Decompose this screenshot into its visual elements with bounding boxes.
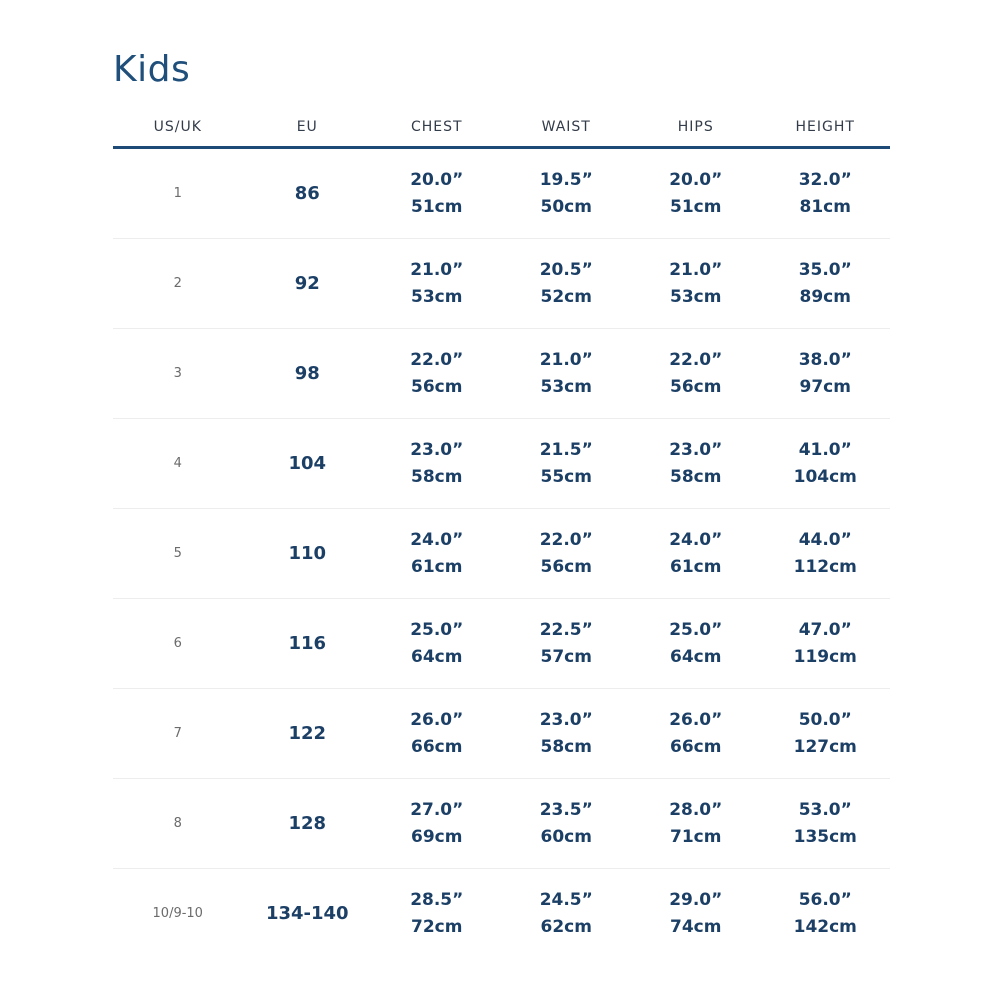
hips-inches: 20.0” [669, 169, 723, 190]
height-centimeters: 97cm [799, 376, 851, 397]
height-centimeters: 89cm [799, 286, 851, 307]
chest-inches: 21.0” [410, 259, 464, 280]
chest-inches: 27.0” [410, 799, 464, 820]
table-row [113, 779, 890, 869]
chest-centimeters: 58cm [411, 466, 463, 487]
hips-inches: 25.0” [669, 619, 723, 640]
table-row [113, 689, 890, 779]
chest-measurement [372, 707, 502, 761]
chest-centimeters: 64cm [411, 646, 463, 667]
waist-measurement [502, 167, 632, 221]
height-centimeters: 119cm [793, 646, 857, 667]
chest-inches: 24.0” [410, 529, 464, 550]
chest-inches: 25.0” [410, 619, 464, 640]
chest-measurement [372, 437, 502, 491]
chest-centimeters: 72cm [411, 916, 463, 937]
waist-inches: 24.5” [539, 889, 593, 910]
waist-measurement [502, 347, 632, 401]
chest-inches: 20.0” [410, 169, 464, 190]
waist-measurement [502, 527, 632, 581]
us-uk-size: 6 [173, 636, 182, 651]
hips-inches: 24.0” [669, 529, 723, 550]
height-measurement [761, 887, 891, 941]
hips-centimeters: 53cm [670, 286, 722, 307]
table-body [113, 149, 890, 958]
hips-measurement [631, 527, 761, 581]
chest-centimeters: 61cm [411, 556, 463, 577]
waist-centimeters: 53cm [540, 376, 592, 397]
waist-inches: 20.5” [539, 259, 593, 280]
page-title: Kids [113, 49, 191, 90]
waist-centimeters: 60cm [540, 826, 592, 847]
height-inches: 32.0” [798, 169, 852, 190]
table-row [113, 239, 890, 329]
table-header-row [113, 108, 890, 149]
hips-inches: 23.0” [669, 439, 723, 460]
table-row [113, 149, 890, 239]
us-uk-size: 1 [173, 186, 182, 201]
header-us-uk: US/UK [153, 119, 202, 135]
header-hips: HIPS [677, 119, 714, 135]
table-row [113, 419, 890, 509]
height-inches: 50.0” [798, 709, 852, 730]
eu-size: 86 [294, 183, 320, 204]
waist-measurement [502, 797, 632, 851]
height-inches: 41.0” [798, 439, 852, 460]
hips-measurement [631, 707, 761, 761]
hips-centimeters: 56cm [670, 376, 722, 397]
height-measurement [761, 257, 891, 311]
hips-inches: 22.0” [669, 349, 723, 370]
table-row [113, 509, 890, 599]
waist-centimeters: 62cm [540, 916, 592, 937]
height-centimeters: 127cm [793, 736, 857, 757]
waist-inches: 21.5” [539, 439, 593, 460]
waist-inches: 23.5” [539, 799, 593, 820]
hips-centimeters: 71cm [670, 826, 722, 847]
waist-centimeters: 58cm [540, 736, 592, 757]
chest-inches: 28.5” [410, 889, 464, 910]
hips-centimeters: 66cm [670, 736, 722, 757]
waist-measurement [502, 887, 632, 941]
height-inches: 47.0” [798, 619, 852, 640]
waist-centimeters: 56cm [540, 556, 592, 577]
height-centimeters: 112cm [793, 556, 857, 577]
chest-inches: 22.0” [410, 349, 464, 370]
us-uk-size: 3 [173, 366, 182, 381]
height-measurement [761, 707, 891, 761]
waist-inches: 21.0” [539, 349, 593, 370]
hips-centimeters: 61cm [670, 556, 722, 577]
chest-measurement [372, 887, 502, 941]
waist-measurement [502, 707, 632, 761]
chest-centimeters: 69cm [411, 826, 463, 847]
waist-measurement [502, 437, 632, 491]
height-inches: 38.0” [798, 349, 852, 370]
chest-centimeters: 66cm [411, 736, 463, 757]
hips-measurement [631, 167, 761, 221]
hips-centimeters: 64cm [670, 646, 722, 667]
height-inches: 56.0” [798, 889, 852, 910]
eu-size: 92 [294, 273, 320, 294]
height-measurement [761, 527, 891, 581]
hips-centimeters: 58cm [670, 466, 722, 487]
chest-measurement [372, 797, 502, 851]
height-centimeters: 142cm [793, 916, 857, 937]
height-measurement [761, 347, 891, 401]
waist-centimeters: 57cm [540, 646, 592, 667]
header-height: HEIGHT [795, 119, 855, 135]
chest-centimeters: 56cm [411, 376, 463, 397]
us-uk-size: 7 [173, 726, 182, 741]
height-measurement [761, 797, 891, 851]
eu-size: 122 [288, 723, 327, 744]
height-inches: 35.0” [798, 259, 852, 280]
us-uk-size: 4 [173, 456, 182, 471]
waist-inches: 22.0” [539, 529, 593, 550]
waist-centimeters: 55cm [540, 466, 592, 487]
hips-inches: 26.0” [669, 709, 723, 730]
waist-inches: 22.5” [539, 619, 593, 640]
waist-inches: 23.0” [539, 709, 593, 730]
hips-measurement [631, 797, 761, 851]
hips-measurement [631, 437, 761, 491]
height-measurement [761, 437, 891, 491]
us-uk-size: 8 [173, 816, 182, 831]
header-waist: WAIST [541, 119, 591, 135]
waist-inches: 19.5” [539, 169, 593, 190]
waist-centimeters: 52cm [540, 286, 592, 307]
chest-inches: 26.0” [410, 709, 464, 730]
us-uk-size: 5 [173, 546, 182, 561]
eu-size: 98 [294, 363, 320, 384]
waist-centimeters: 50cm [540, 196, 592, 217]
table-row [113, 869, 890, 958]
chest-measurement [372, 347, 502, 401]
chest-measurement [372, 617, 502, 671]
eu-size: 110 [288, 543, 327, 564]
chest-measurement [372, 527, 502, 581]
hips-measurement [631, 887, 761, 941]
header-chest: CHEST [410, 119, 463, 135]
height-inches: 44.0” [798, 529, 852, 550]
chest-measurement [372, 167, 502, 221]
eu-size: 116 [288, 633, 327, 654]
hips-measurement [631, 617, 761, 671]
table-row [113, 329, 890, 419]
hips-centimeters: 74cm [670, 916, 722, 937]
eu-size: 134-140 [265, 903, 349, 924]
chest-centimeters: 51cm [411, 196, 463, 217]
hips-measurement [631, 257, 761, 311]
hips-measurement [631, 347, 761, 401]
height-measurement [761, 167, 891, 221]
us-uk-size: 10/9-10 [152, 906, 203, 921]
us-uk-size: 2 [173, 276, 182, 291]
eu-size: 104 [288, 453, 327, 474]
chest-centimeters: 53cm [411, 286, 463, 307]
waist-measurement [502, 617, 632, 671]
height-measurement [761, 617, 891, 671]
hips-centimeters: 51cm [670, 196, 722, 217]
chest-inches: 23.0” [410, 439, 464, 460]
table-row [113, 599, 890, 689]
hips-inches: 29.0” [669, 889, 723, 910]
header-eu: EU [296, 119, 318, 135]
height-centimeters: 104cm [793, 466, 857, 487]
hips-inches: 28.0” [669, 799, 723, 820]
height-centimeters: 135cm [793, 826, 857, 847]
waist-measurement [502, 257, 632, 311]
height-centimeters: 81cm [799, 196, 851, 217]
hips-inches: 21.0” [669, 259, 723, 280]
eu-size: 128 [288, 813, 327, 834]
height-inches: 53.0” [798, 799, 852, 820]
chest-measurement [372, 257, 502, 311]
size-chart-table [113, 108, 890, 958]
